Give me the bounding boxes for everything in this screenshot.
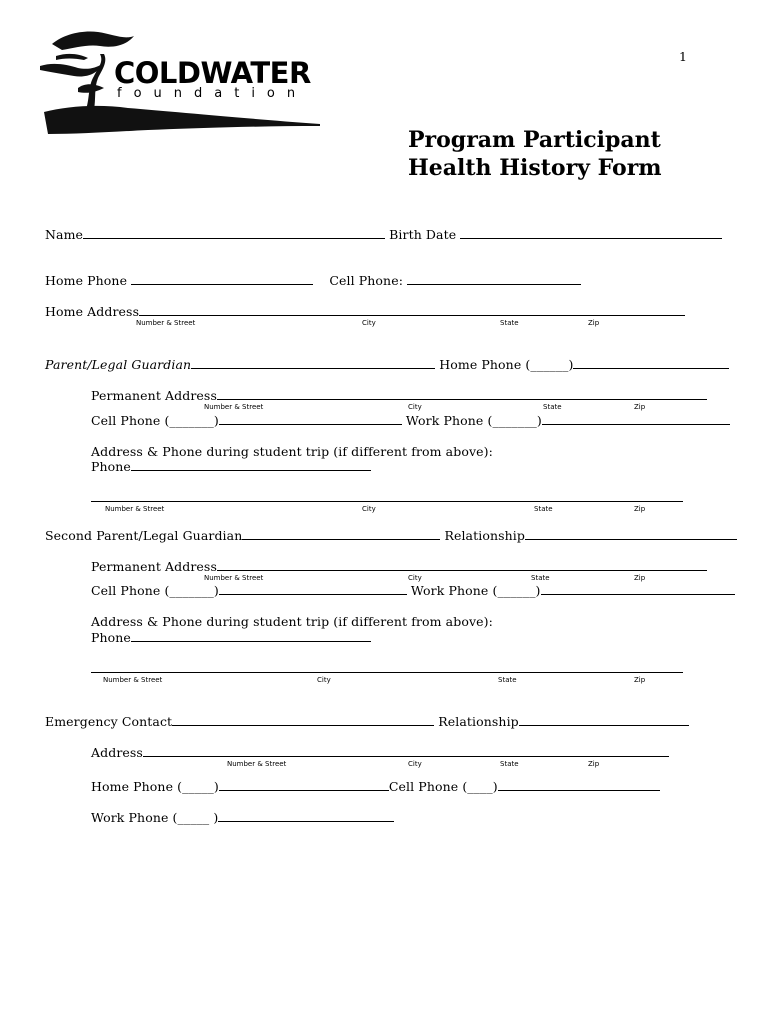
g1-addr-street-caption: Number & Street <box>204 403 264 411</box>
emergency-address-field[interactable] <box>143 746 669 757</box>
birth-date-label: Birth Date <box>389 227 457 242</box>
emergency-contact-field[interactable] <box>172 715 434 726</box>
guardian2-name-field[interactable] <box>242 529 440 540</box>
guardian1-home-phone-label: Home Phone (______) <box>439 357 574 372</box>
guardian2-cell-phone-field[interactable] <box>219 584 407 595</box>
g1-trip-state-caption: State <box>534 505 553 513</box>
addr-zip-caption: Zip <box>588 319 600 327</box>
g2-trip-state-caption: State <box>498 676 517 684</box>
guardian2-trip-phone-label: Phone <box>91 630 131 645</box>
g2-addr-city-caption: City <box>408 574 422 582</box>
guardian2-work-phone-label: Work Phone (______) <box>410 583 541 598</box>
addr-street-caption: Number & Street <box>136 319 196 327</box>
emergency-address-label: Address <box>91 745 143 760</box>
g2-addr-zip-caption: Zip <box>634 574 646 582</box>
g1-trip-city-caption: City <box>362 505 376 513</box>
emergency-work-phone-label: Work Phone (_____ ) <box>91 810 219 825</box>
g1-trip-zip-caption: Zip <box>634 505 646 513</box>
g2-trip-zip-caption: Zip <box>634 676 646 684</box>
guardian2-trip-phone-field[interactable] <box>131 631 371 642</box>
guardian2-permanent-address-field[interactable] <box>217 560 707 571</box>
birth-date-field[interactable] <box>460 228 722 239</box>
guardian2-work-phone-field[interactable] <box>541 584 735 595</box>
guardian2-permanent-address-label: Permanent Address <box>91 559 217 574</box>
guardian2-label: Second Parent/Legal Guardian <box>45 528 243 543</box>
logo-subtitle: foundation <box>117 86 308 101</box>
guardian1-name-field[interactable] <box>191 358 435 369</box>
guardian2-trip-address-field[interactable] <box>91 662 683 673</box>
guardian1-label: Parent/Legal Guardian <box>45 357 192 372</box>
emergency-home-phone-label: Home Phone (_____) <box>91 779 219 794</box>
guardian1-permanent-address-label: Permanent Address <box>91 388 217 403</box>
cell-phone-field[interactable] <box>407 274 581 285</box>
emergency-cell-phone-field[interactable] <box>498 780 660 791</box>
emergency-home-phone-field[interactable] <box>219 780 389 791</box>
form-title-line1: Program Participant <box>408 127 661 153</box>
guardian1-work-phone-label: Work Phone (_______) <box>405 413 542 428</box>
guardian2-relationship-label: Relationship <box>444 528 525 543</box>
emergency-cell-phone-label: Cell Phone (____) <box>388 779 498 794</box>
guardian1-trip-address-field[interactable] <box>91 491 683 502</box>
g2-trip-city-caption: City <box>317 676 331 684</box>
cell-phone-label: Cell Phone: <box>329 273 404 288</box>
addr-city-caption: City <box>362 319 376 327</box>
home-address-field[interactable] <box>139 305 685 316</box>
g2-trip-street-caption: Number & Street <box>103 676 163 684</box>
guardian2-cell-phone-label: Cell Phone (_______) <box>91 583 219 598</box>
g1-trip-street-caption: Number & Street <box>105 505 165 513</box>
emergency-relationship-label: Relationship <box>438 714 519 729</box>
emergency-relationship-field[interactable] <box>519 715 689 726</box>
emergency-contact-label: Emergency Contact <box>45 714 173 729</box>
em-addr-state-caption: State <box>500 760 519 768</box>
emergency-work-phone-field[interactable] <box>218 811 394 822</box>
page-number: 1 <box>679 49 688 64</box>
em-addr-city-caption: City <box>408 760 422 768</box>
guardian2-trip-note: Address & Phone during student trip (if different from above): <box>91 614 493 629</box>
guardian1-cell-phone-field[interactable] <box>219 414 402 425</box>
guardian1-permanent-address-field[interactable] <box>217 389 707 400</box>
g1-addr-zip-caption: Zip <box>634 403 646 411</box>
guardian1-work-phone-field[interactable] <box>542 414 730 425</box>
name-field[interactable] <box>83 228 385 239</box>
home-phone-label: Home Phone <box>45 273 128 288</box>
g1-addr-state-caption: State <box>543 403 562 411</box>
g1-addr-city-caption: City <box>408 403 422 411</box>
home-address-label: Home Address <box>45 304 140 319</box>
guardian1-trip-phone-label: Phone <box>91 459 131 474</box>
em-addr-zip-caption: Zip <box>588 760 600 768</box>
g2-addr-state-caption: State <box>531 574 550 582</box>
logo-name: COLDWATER <box>114 56 311 90</box>
form-title-line2: Health History Form <box>408 155 662 181</box>
guardian1-home-phone-field[interactable] <box>573 358 729 369</box>
guardian2-relationship-field[interactable] <box>525 529 737 540</box>
home-phone-field[interactable] <box>131 274 313 285</box>
guardian1-trip-phone-field[interactable] <box>131 460 371 471</box>
guardian1-trip-note: Address & Phone during student trip (if different from above): <box>91 444 493 459</box>
addr-state-caption: State <box>500 319 519 327</box>
g2-addr-street-caption: Number & Street <box>204 574 264 582</box>
em-addr-street-caption: Number & Street <box>227 760 287 768</box>
guardian1-cell-phone-label: Cell Phone (_______) <box>91 413 219 428</box>
name-label: Name <box>45 227 84 242</box>
